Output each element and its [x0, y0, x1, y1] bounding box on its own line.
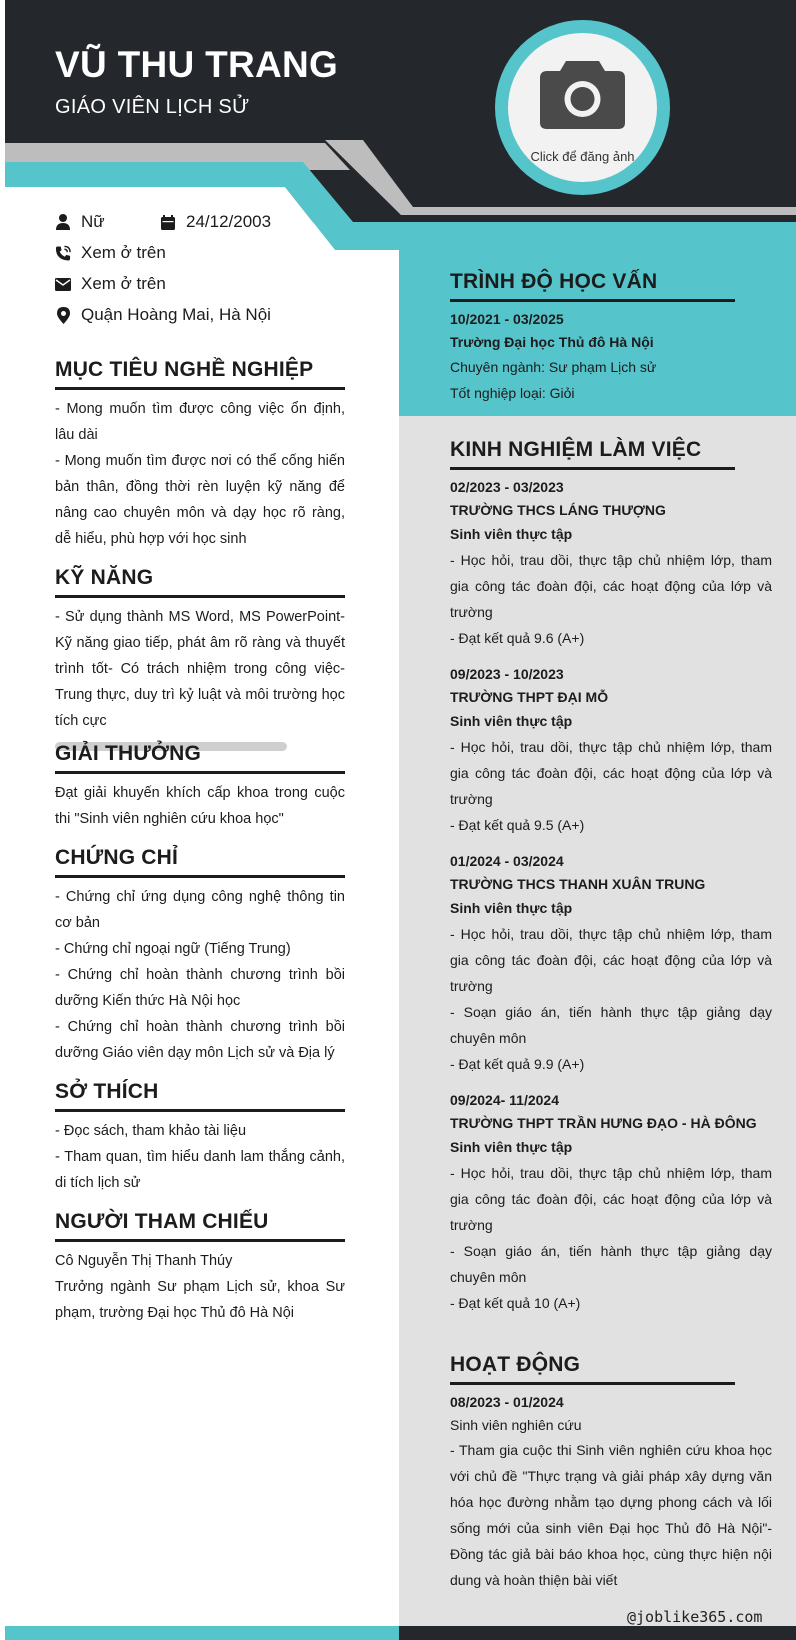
- phone-value: Xem ở trên: [81, 243, 166, 262]
- experience-item: [450, 850, 772, 1077]
- person-icon: [55, 213, 71, 231]
- hobby-item: - Đọc sách, tham khảo tài liệu: [55, 1123, 247, 1139]
- experience-role: Sinh viên thực tập: [450, 526, 573, 542]
- experience-date: 01/2024 - 03/2024: [450, 853, 564, 869]
- education-section: [450, 270, 772, 406]
- education-date: 10/2021 - 03/2025: [450, 311, 564, 327]
- certificate-item: - Chứng chỉ ứng dụng công nghệ thông tin cơ bản: [55, 889, 345, 931]
- skills-heading: KỸ NĂNG: [55, 566, 345, 598]
- experience-role: Sinh viên thực tập: [450, 900, 573, 916]
- objective-line: - Mong muốn tìm được nơi có thể cống hiến bản thân, đồng thời rèn luyện kỹ năng để nâng cao chuyên môn và dạy học rõ ràng, dễ hiểu, phù hợp với học sinh: [55, 453, 345, 547]
- candidate-position: GIÁO VIÊN LỊCH SỬ: [55, 96, 250, 118]
- hobby-item: - Tham quan, tìm hiểu danh lam thắng cảnh, di tích lịch sử: [55, 1149, 345, 1191]
- certificate-item: - Chứng chỉ hoàn thành chương trình bồi dưỡng Giáo viên dạy môn Lịch sử và Địa lý: [55, 1019, 345, 1061]
- avatar-placeholder[interactable]: [508, 33, 657, 182]
- experience-line: - Học hỏi, trau dồi, thực tập chủ nhiệm lớp, tham gia công tác đoàn đội, các hoạt động của lớp và trường: [450, 739, 772, 807]
- certificate-item: - Chứng chỉ ngoại ngữ (Tiếng Trung): [55, 941, 291, 957]
- experience-item: [450, 1089, 772, 1316]
- contact-email: [55, 274, 166, 294]
- experience-date: 02/2023 - 03/2023: [450, 479, 564, 495]
- certificates-section: [55, 846, 345, 1066]
- experience-line: - Đạt kết quả 9.6 (A+): [450, 630, 585, 646]
- certificates-heading: CHỨNG CHỈ: [55, 846, 345, 878]
- camera-icon: [538, 55, 627, 133]
- education-grade: Tốt nghiệp loại: Giỏi: [450, 385, 575, 401]
- activity-role: Sinh viên nghiên cứu: [450, 1417, 582, 1433]
- education-heading: TRÌNH ĐỘ HỌC VẤN: [450, 270, 735, 302]
- avatar-upload-label: Click để đăng ảnh: [530, 149, 635, 164]
- gender-value: Nữ: [81, 212, 105, 231]
- experience-line: - Soạn giáo án, tiến hành thực tập giảng dạy chuyên môn: [450, 1243, 772, 1285]
- email-value: Xem ở trên: [81, 274, 166, 293]
- header-decoration: [5, 0, 796, 260]
- watermark: @joblike365.com: [627, 1608, 763, 1626]
- experience-line: - Đạt kết quả 10 (A+): [450, 1295, 581, 1311]
- experience-date: 09/2023 - 10/2023: [450, 666, 564, 682]
- reference-detail: Trưởng ngành Sư phạm Lịch sử, khoa Sư phạm, trường Đại học Thủ đô Hà Nội: [55, 1279, 345, 1321]
- activities-heading: HOẠT ĐỘNG: [450, 1353, 735, 1385]
- skills-section: [55, 566, 345, 751]
- avatar-upload[interactable]: [495, 20, 670, 195]
- experience-item: [450, 663, 772, 838]
- experience-line: - Đạt kết quả 9.9 (A+): [450, 1056, 585, 1072]
- experience-role: Sinh viên thực tập: [450, 1139, 573, 1155]
- activities-section: [450, 1353, 772, 1593]
- experience-section: [450, 438, 772, 1316]
- references-section: [55, 1210, 345, 1326]
- skills-text: - Sử dụng thành MS Word, MS PowerPoint- Kỹ năng giao tiếp, phát âm rõ ràng và thuyết trình tốt- Có trách nhiệm trong công việc- Trung thực, duy trì kỷ luật và môi trường học tích cực: [55, 609, 345, 729]
- address-value: Quận Hoàng Mai, Hà Nội: [81, 305, 271, 324]
- awards-section: [55, 742, 345, 832]
- envelope-icon: [55, 275, 71, 293]
- hobbies-section: [55, 1080, 345, 1196]
- footer-dark-bar: [399, 1626, 796, 1640]
- birthday-value: 24/12/2003: [186, 212, 272, 231]
- calendar-icon: [160, 213, 176, 231]
- candidate-name: VŨ THU TRANG: [55, 44, 339, 85]
- cv-page: [5, 0, 796, 1640]
- experience-role: Sinh viên thực tập: [450, 713, 573, 729]
- awards-heading: GIẢI THƯỞNG: [55, 742, 345, 774]
- experience-line: - Soạn giáo án, tiến hành thực tập giảng dạy chuyên môn: [450, 1004, 772, 1046]
- education-major: Chuyên ngành: Sư phạm Lịch sử: [450, 359, 657, 375]
- contact-address: [55, 305, 271, 325]
- experience-item: [450, 476, 772, 651]
- hobbies-heading: SỞ THÍCH: [55, 1080, 345, 1112]
- awards-text: Đạt giải khuyến khích cấp khoa trong cuộc thi "Sinh viên nghiên cứu khoa học": [55, 785, 345, 827]
- references-heading: NGƯỜI THAM CHIẾU: [55, 1210, 345, 1242]
- contact-phone: [55, 243, 166, 263]
- footer-teal-bar: [5, 1626, 399, 1640]
- objective-heading: MỤC TIÊU NGHỀ NGHIỆP: [55, 358, 345, 390]
- experience-org: TRƯỜNG THCS LÁNG THƯỢNG: [450, 502, 666, 518]
- reference-name: Cô Nguyễn Thị Thanh Thúy: [55, 1253, 233, 1269]
- activity-date: 08/2023 - 01/2024: [450, 1394, 564, 1410]
- experience-org: TRƯỜNG THPT TRẦN HƯNG ĐẠO - HÀ ĐÔNG: [450, 1115, 757, 1131]
- objective-line: - Mong muốn tìm được công việc ổn định, lâu dài: [55, 401, 345, 443]
- certificate-item: - Chứng chỉ hoàn thành chương trình bồi dưỡng Kiến thức Hà Nội học: [55, 967, 345, 1009]
- experience-line: - Đạt kết quả 9.5 (A+): [450, 817, 585, 833]
- contact-birthday: [160, 212, 271, 232]
- map-pin-icon: [55, 306, 71, 324]
- experience-line: - Học hỏi, trau dồi, thực tập chủ nhiệm lớp, tham gia công tác đoàn đội, các hoạt động của lớp và trường: [450, 1165, 772, 1233]
- objective-section: [55, 358, 345, 552]
- experience-date: 09/2024- 11/2024: [450, 1092, 559, 1108]
- experience-line: - Học hỏi, trau dồi, thực tập chủ nhiệm lớp, tham gia công tác đoàn đội, các hoạt động của lớp và trường: [450, 926, 772, 994]
- experience-org: TRƯỜNG THCS THANH XUÂN TRUNG: [450, 876, 706, 892]
- experience-heading: KINH NGHIỆM LÀM VIỆC: [450, 438, 735, 470]
- phone-icon: [55, 244, 71, 262]
- contact-gender: [55, 212, 105, 232]
- education-school: Trường Đại học Thủ đô Hà Nội: [450, 334, 654, 350]
- experience-line: - Học hỏi, trau dồi, thực tập chủ nhiệm lớp, tham gia công tác đoàn đội, các hoạt động của lớp và trường: [450, 552, 772, 620]
- activity-text: - Tham gia cuộc thi Sinh viên nghiên cứu khoa học với chủ đề "Thực trạng và giải pháp xây dựng văn hóa học đường nhằm tạo dựng phong cách và lối sống mới của sinh viên Đại học Thủ đô Hà Nội"- Đồng tác giả bài báo khoa học, cùng thực hiện nội dung và hoàn thiện bài viết: [450, 1442, 772, 1588]
- experience-org: TRƯỜNG THPT ĐẠI MỖ: [450, 689, 609, 705]
